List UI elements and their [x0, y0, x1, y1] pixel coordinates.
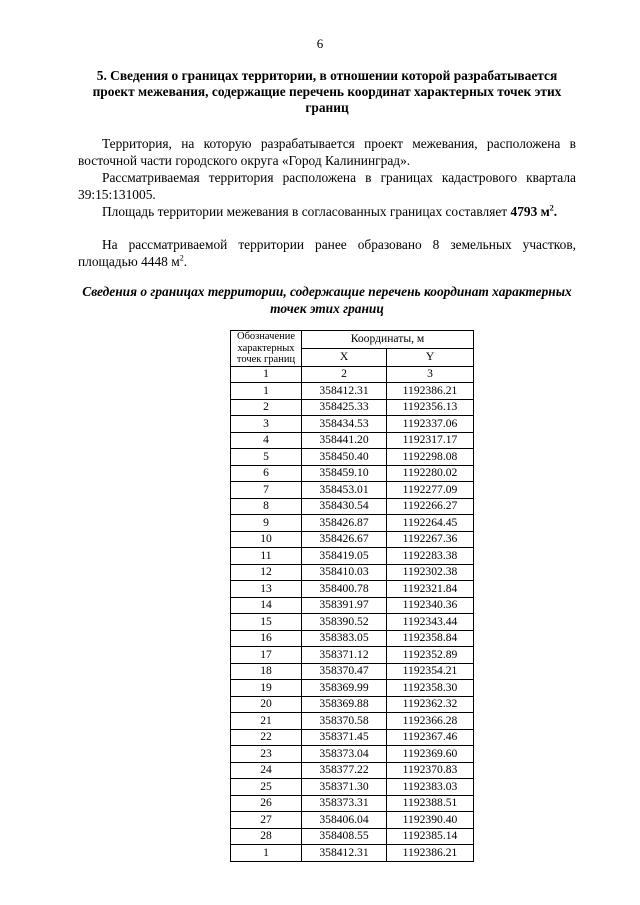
table-row — [231, 482, 474, 499]
header-x: X — [302, 348, 387, 366]
point-number-cell: 19 — [231, 680, 302, 697]
y-coordinate-cell: 1192302.38 — [387, 564, 474, 581]
table-caption: Сведения о границах территории, содержащие перечень координат характерных точек этих границ — [82, 284, 572, 316]
page-number: 6 — [316, 36, 324, 51]
table-row — [231, 828, 474, 845]
table-row — [231, 762, 474, 779]
y-coordinate-cell: 1192267.36 — [387, 531, 474, 548]
x-coordinate-cell: 358426.67 — [302, 531, 387, 548]
x-coordinate-cell: 358450.40 — [302, 449, 387, 466]
x-coordinate-cell: 358371.12 — [302, 647, 387, 664]
coordinates-table — [230, 330, 474, 862]
point-number-cell: 17 — [231, 647, 302, 664]
table-row — [231, 597, 474, 614]
y-coordinate-cell: 1192386.21 — [387, 383, 474, 400]
x-coordinate-cell: 358434.53 — [302, 416, 387, 433]
table-row — [231, 449, 474, 466]
table-row — [231, 696, 474, 713]
y-coordinate-cell: 1192369.60 — [387, 746, 474, 763]
table-row — [231, 630, 474, 647]
x-coordinate-cell: 358370.47 — [302, 663, 387, 680]
table-row — [231, 399, 474, 416]
point-number-cell: 9 — [231, 515, 302, 532]
table-row — [231, 680, 474, 697]
table-row — [231, 531, 474, 548]
x-coordinate-cell: 358371.45 — [302, 729, 387, 746]
table-row — [231, 383, 474, 400]
table-row — [231, 647, 474, 664]
table-row — [231, 729, 474, 746]
table-row — [231, 713, 474, 730]
x-coordinate-cell: 358406.04 — [302, 812, 387, 829]
point-number-cell: 12 — [231, 564, 302, 581]
table-row — [231, 515, 474, 532]
y-coordinate-cell: 1192277.09 — [387, 482, 474, 499]
point-number-cell: 5 — [231, 449, 302, 466]
y-coordinate-cell: 1192340.36 — [387, 597, 474, 614]
point-number-cell: 24 — [231, 762, 302, 779]
point-number-cell: 1 — [231, 845, 302, 862]
paragraph-territory-location: Территория, на которую разрабатывается проект межевания, расположена в восточной части городского округа «Город Калининград». — [78, 136, 576, 168]
x-coordinate-cell: 358425.33 — [302, 399, 387, 416]
y-coordinate-cell: 1192367.46 — [387, 729, 474, 746]
point-number-cell: 22 — [231, 729, 302, 746]
point-number-cell: 13 — [231, 581, 302, 598]
point-number-cell: 15 — [231, 614, 302, 631]
x-coordinate-cell: 358371.30 — [302, 779, 387, 796]
point-number-cell: 25 — [231, 779, 302, 796]
x-coordinate-cell: 358453.01 — [302, 482, 387, 499]
x-coordinate-cell: 358383.05 — [302, 630, 387, 647]
area-text: Площадь территории межевания в согласованных границах составляет — [102, 204, 511, 219]
table-row — [231, 564, 474, 581]
x-coordinate-cell: 358400.78 — [302, 581, 387, 598]
x-coordinate-cell: 358441.20 — [302, 432, 387, 449]
header-y: Y — [387, 348, 474, 366]
x-coordinate-cell: 358373.04 — [302, 746, 387, 763]
table-row — [231, 614, 474, 631]
point-number-cell: 23 — [231, 746, 302, 763]
y-coordinate-cell: 1192385.14 — [387, 828, 474, 845]
point-number-cell: 8 — [231, 498, 302, 515]
section-number: 5 — [96, 68, 104, 83]
x-coordinate-cell: 358377.22 — [302, 762, 387, 779]
x-coordinate-cell: 358370.58 — [302, 713, 387, 730]
paragraph-cadastral-quarter: Рассматриваемая территория расположена в границах кадастрового квартала 39:15:131005. — [78, 170, 576, 202]
point-number-cell: 6 — [231, 465, 302, 482]
y-coordinate-cell: 1192366.28 — [387, 713, 474, 730]
plots-text: На рассматриваемой территории ранее образовано 8 земельных участков, площадью 4448 м — [78, 237, 576, 269]
section-title: . Сведения о границах территории, в отношении которой разрабатывается проект межевания, содержащие перечень координат характерных точек этих границ — [92, 68, 562, 115]
table-row — [231, 663, 474, 680]
paragraph-area — [78, 204, 576, 221]
y-coordinate-cell: 1192358.84 — [387, 630, 474, 647]
table-row — [231, 845, 474, 862]
point-number-cell: 10 — [231, 531, 302, 548]
y-coordinate-cell: 1192283.38 — [387, 548, 474, 565]
y-coordinate-cell: 1192352.89 — [387, 647, 474, 664]
y-coordinate-cell: 1192388.51 — [387, 795, 474, 812]
column-number: 3 — [387, 366, 474, 383]
table-row — [231, 779, 474, 796]
x-coordinate-cell: 358390.52 — [302, 614, 387, 631]
point-number-cell: 26 — [231, 795, 302, 812]
x-coordinate-cell: 358391.97 — [302, 597, 387, 614]
point-number-cell: 18 — [231, 663, 302, 680]
point-number-cell: 1 — [231, 383, 302, 400]
table-row — [231, 465, 474, 482]
y-coordinate-cell: 1192317.17 — [387, 432, 474, 449]
point-number-cell: 27 — [231, 812, 302, 829]
x-coordinate-cell: 358369.99 — [302, 680, 387, 697]
paragraph-land-plots — [78, 237, 576, 270]
y-coordinate-cell: 1192354.21 — [387, 663, 474, 680]
y-coordinate-cell: 1192264.45 — [387, 515, 474, 532]
table-row — [231, 795, 474, 812]
y-coordinate-cell: 1192358.30 — [387, 680, 474, 697]
y-coordinate-cell: 1192362.32 — [387, 696, 474, 713]
point-number-cell: 16 — [231, 630, 302, 647]
point-number-cell: 28 — [231, 828, 302, 845]
header-coordinates: Координаты, м — [302, 331, 474, 349]
point-number-cell: 4 — [231, 432, 302, 449]
y-coordinate-cell: 1192383.03 — [387, 779, 474, 796]
x-coordinate-cell: 358419.05 — [302, 548, 387, 565]
table-row — [231, 416, 474, 433]
point-number-cell: 20 — [231, 696, 302, 713]
x-coordinate-cell: 358410.03 — [302, 564, 387, 581]
point-number-cell: 14 — [231, 597, 302, 614]
x-coordinate-cell: 358369.88 — [302, 696, 387, 713]
table-row — [231, 581, 474, 598]
x-coordinate-cell: 358412.31 — [302, 383, 387, 400]
x-coordinate-cell: 358430.54 — [302, 498, 387, 515]
x-coordinate-cell: 358412.31 — [302, 845, 387, 862]
plots-unit-sup: 2 — [179, 253, 184, 263]
section-heading — [78, 68, 576, 116]
point-number-cell: 11 — [231, 548, 302, 565]
point-number-cell: 21 — [231, 713, 302, 730]
table-row — [231, 432, 474, 449]
x-coordinate-cell: 358373.31 — [302, 795, 387, 812]
table-header-row — [231, 331, 474, 349]
y-coordinate-cell: 1192356.13 — [387, 399, 474, 416]
x-coordinate-cell: 358408.55 — [302, 828, 387, 845]
area-end: . — [553, 204, 558, 219]
point-number-cell: 2 — [231, 399, 302, 416]
y-coordinate-cell: 1192343.44 — [387, 614, 474, 631]
column-number-row — [231, 366, 474, 383]
point-number-cell: 7 — [231, 482, 302, 499]
y-coordinate-cell: 1192386.21 — [387, 845, 474, 862]
y-coordinate-cell: 1192390.40 — [387, 812, 474, 829]
column-number: 2 — [302, 366, 387, 383]
area-value: 4793 м — [510, 204, 550, 219]
y-coordinate-cell: 1192337.06 — [387, 416, 474, 433]
y-coordinate-cell: 1192370.83 — [387, 762, 474, 779]
y-coordinate-cell: 1192321.84 — [387, 581, 474, 598]
column-number: 1 — [231, 366, 302, 383]
plots-end: . — [183, 253, 188, 269]
header-points: Обозначение характерных точек границ — [231, 331, 302, 367]
x-coordinate-cell: 358426.87 — [302, 515, 387, 532]
point-number-cell: 3 — [231, 416, 302, 433]
table-row — [231, 548, 474, 565]
y-coordinate-cell: 1192298.08 — [387, 449, 474, 466]
table-row — [231, 812, 474, 829]
x-coordinate-cell: 358459.10 — [302, 465, 387, 482]
y-coordinate-cell: 1192266.27 — [387, 498, 474, 515]
table-row — [231, 498, 474, 515]
table-row — [231, 746, 474, 763]
area-unit-sup: 2 — [549, 203, 554, 213]
y-coordinate-cell: 1192280.02 — [387, 465, 474, 482]
